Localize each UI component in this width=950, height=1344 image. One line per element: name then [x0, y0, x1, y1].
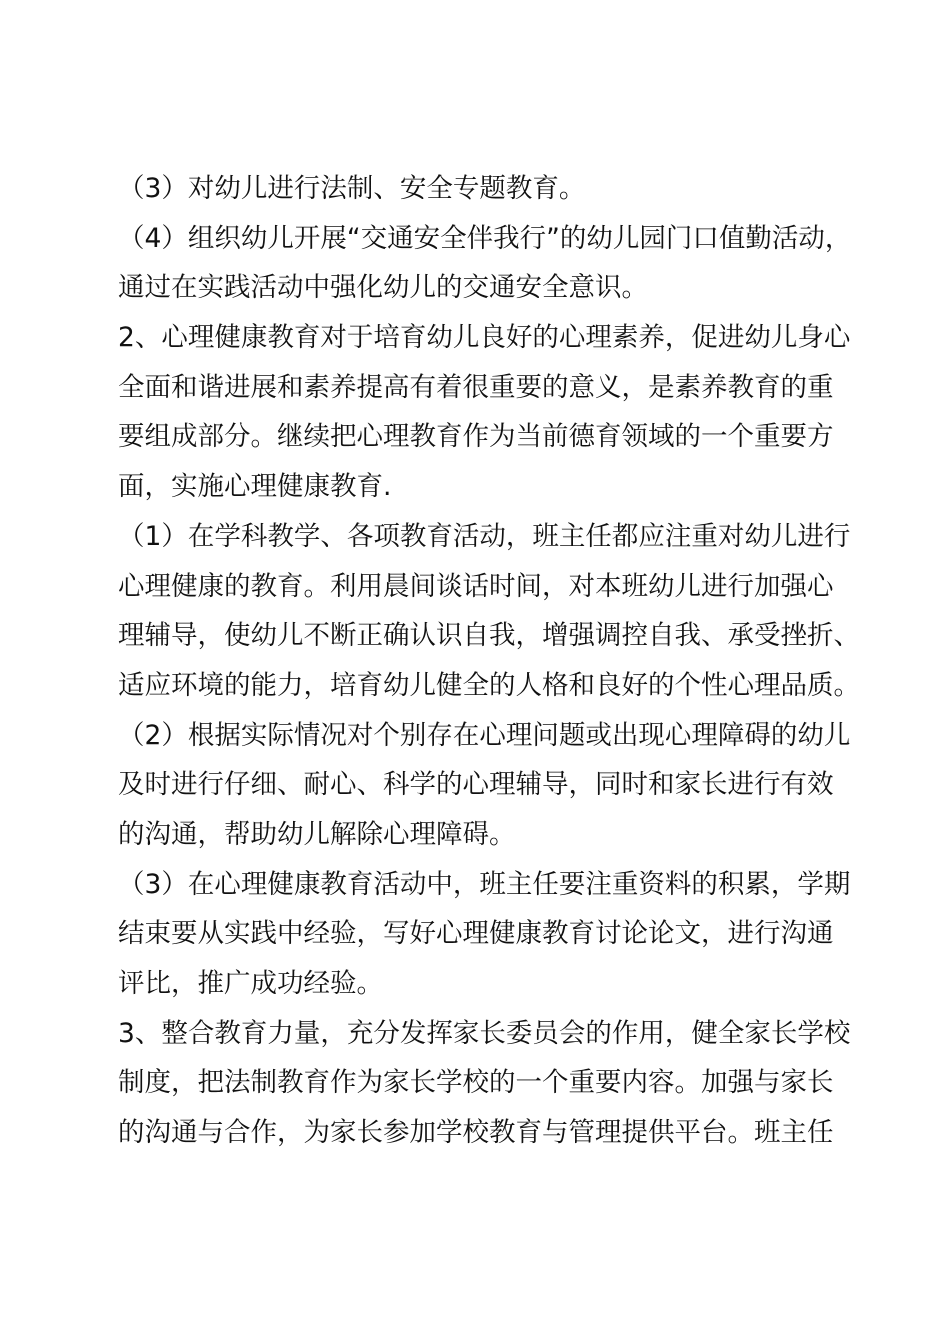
text-line: （4）组织幼儿开展“交通安全伴我行”的幼儿园门口值勤活动，	[118, 222, 852, 254]
text-line: 心理健康的教育。利用晨间谈话时间，对本班幼儿进行加强心	[118, 570, 834, 602]
text-line: 结束要从实践中经验，写好心理健康教育讨论论文，进行沟通	[118, 918, 834, 950]
document-body	[118, 164, 860, 1158]
text-line: （3）对幼儿进行法制、安全专题教育。	[118, 173, 586, 204]
text-line: 的沟通，帮助幼儿解除心理障碍。	[118, 818, 516, 850]
text-line: 面，实施心理健康教育.	[118, 471, 392, 503]
text-line: 制度，把法制教育作为家长学校的一个重要内容。加强与家长	[118, 1067, 834, 1099]
text-line: 评比，推广成功经验。	[118, 968, 383, 999]
text-line: 全面和谐进展和素养提高有着很重要的意义，是素养教育的重	[118, 371, 834, 403]
text-line: 适应环境的能力，培育幼儿健全的人格和良好的个性心理品质。	[118, 669, 860, 701]
text-line: 2、心理健康教育对于培育幼儿良好的心理素养，促进幼儿身心	[118, 322, 851, 354]
text-line: （2）根据实际情况对个别存在心理问题或出现心理障碍的幼儿	[118, 719, 851, 751]
text-line: 理辅导，使幼儿不断正确认识自我，增强调控自我、承受挫折、	[118, 620, 860, 652]
text-line: 通过在实践活动中强化幼儿的交通安全意识。	[118, 272, 648, 304]
text-line: 的沟通与合作，为家长参加学校教育与管理提供平台。班主任	[118, 1117, 834, 1149]
text-line: （3）在心理健康教育活动中，班主任要注重资料的积累，学期	[118, 868, 851, 900]
text-line: （1）在学科教学、各项教育活动，班主任都应注重对幼儿进行	[118, 520, 851, 552]
text-line: 及时进行仔细、耐心、科学的心理辅导，同时和家长进行有效	[118, 769, 834, 801]
text-line: 3、整合教育力量，充分发挥家长委员会的作用，健全家长学校	[118, 1017, 851, 1049]
text-line: 要组成部分。继续把心理教育作为当前德育领域的一个重要方	[118, 421, 834, 453]
